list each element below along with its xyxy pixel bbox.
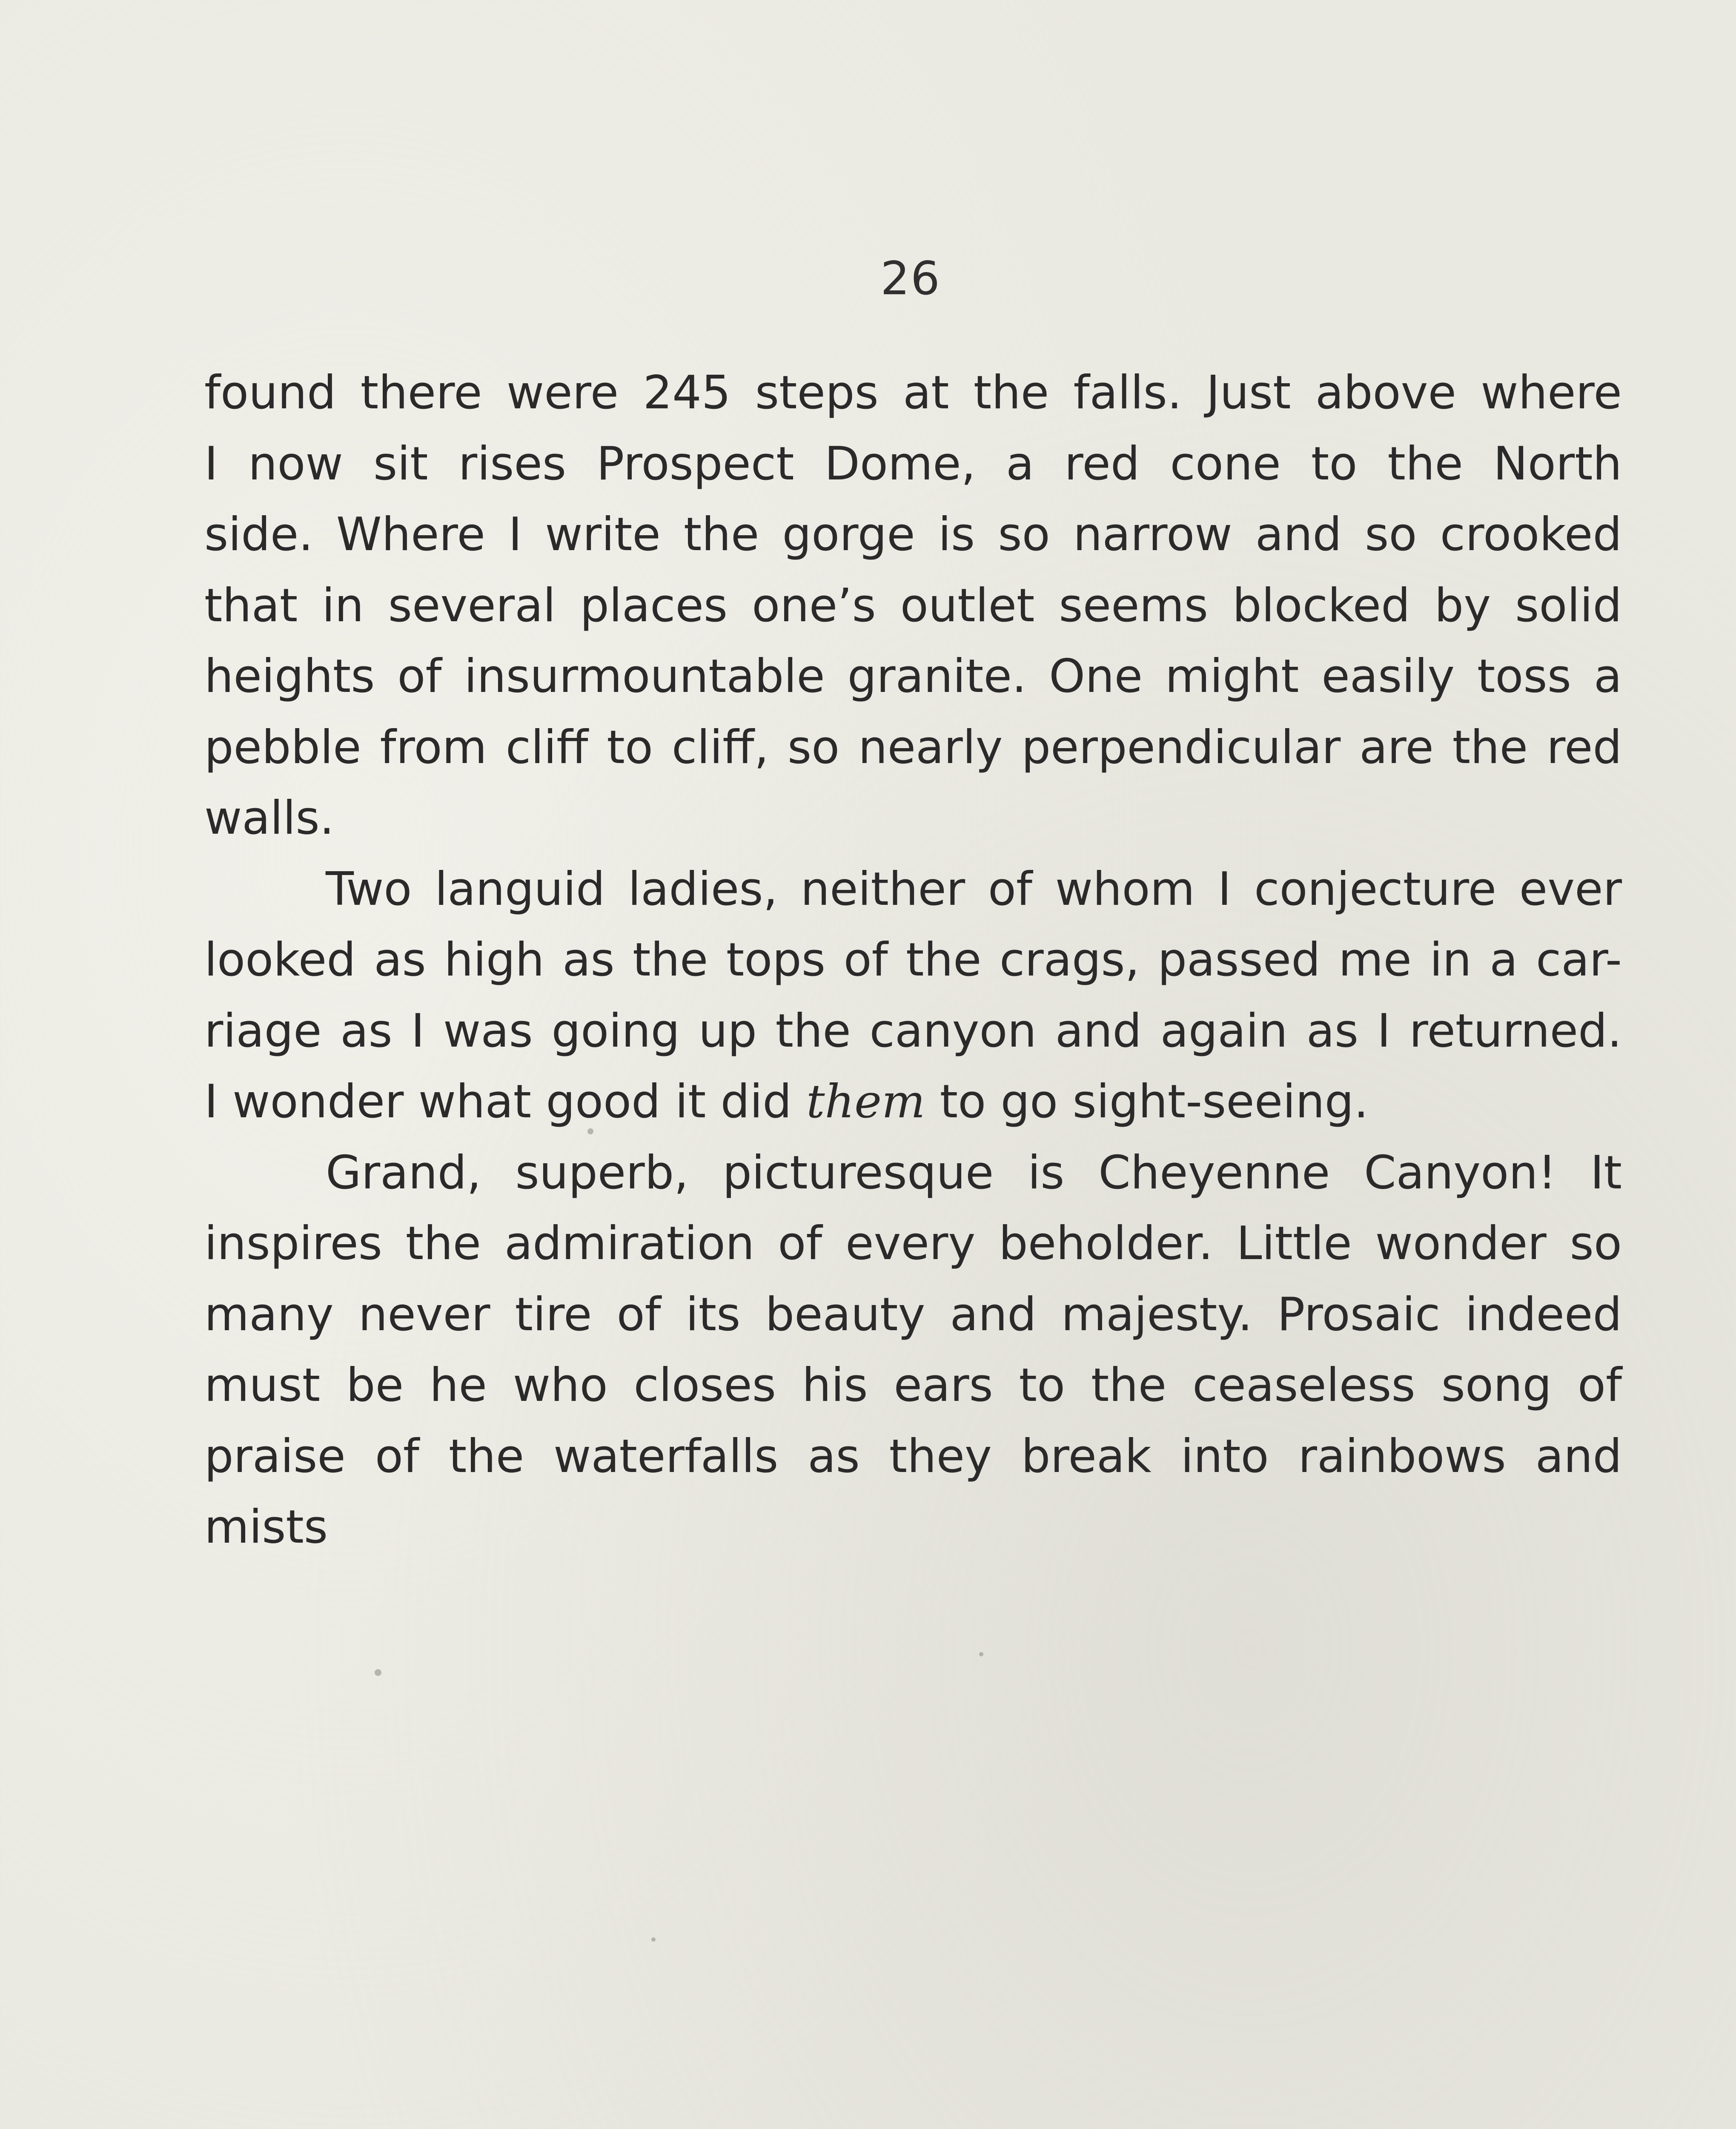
paper-speck	[651, 1937, 656, 1942]
body-text	[204, 358, 1622, 1563]
text-line: inspires the admiration of every beholder. Little wonder so	[204, 1217, 1622, 1270]
page-number: 26	[880, 252, 941, 305]
text-segment: I wonder what good it did	[204, 1075, 807, 1128]
text-line: heights of insurmountable granite. One might easily toss a	[204, 650, 1622, 703]
text-line: looked as high as the tops of the crags, passed me in a car-	[204, 933, 1622, 987]
paper-speck	[979, 1652, 983, 1656]
paper-speck	[587, 1128, 593, 1134]
text-line	[204, 1067, 1622, 1138]
text-line: Two languid ladies, neither of whom I conjecture ever	[326, 862, 1622, 916]
text-line: must be he who closes his ears to the ceaseless song of	[204, 1359, 1622, 1412]
text-segment: to go sight-seeing.	[925, 1075, 1369, 1128]
text-line: walls.	[204, 792, 335, 845]
paper-speck	[375, 1669, 381, 1676]
text-line: pebble from cliff to cliff, so nearly perpendicular are the red	[204, 720, 1622, 774]
text-line: I now sit rises Prospect Dome, a red cone to the North	[204, 437, 1622, 491]
text-line: mists	[204, 1501, 328, 1554]
text-line: praise of the waterfalls as they break into rainbows and	[204, 1429, 1622, 1483]
emphasized-word: them	[806, 1075, 925, 1128]
text-line: Grand, superb, picturesque is Cheyenne Canyon! It	[326, 1146, 1622, 1199]
text-line: side. Where I write the gorge is so narrow and so crooked	[204, 508, 1622, 561]
text-line: many never tire of its beauty and majesty. Prosaic indeed	[204, 1288, 1622, 1341]
text-line: that in several places one’s outlet seems blocked by solid	[204, 579, 1622, 632]
text-line: riage as I was going up the canyon and again as I returned.	[204, 1004, 1622, 1058]
text-line: found there were 245 steps at the falls. Just above where	[204, 366, 1622, 419]
